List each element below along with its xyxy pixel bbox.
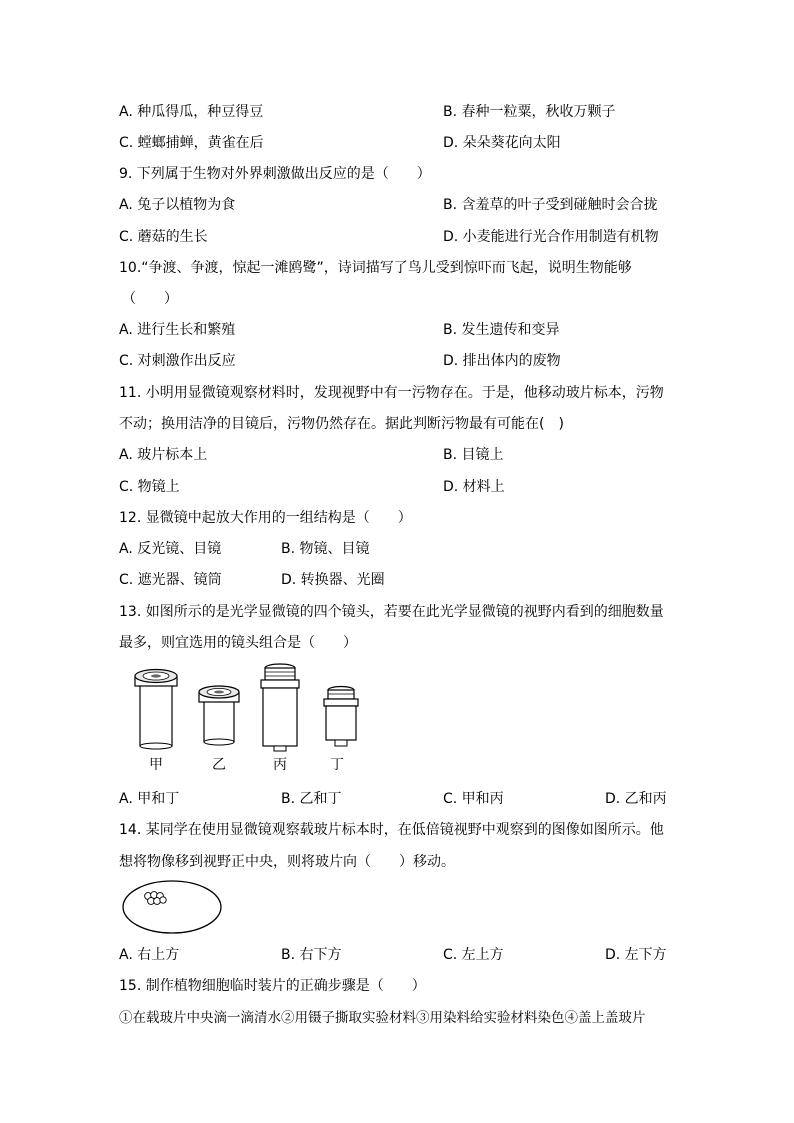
q9-option-b: B. 含羞草的叶子受到碰触时会合拢 bbox=[443, 197, 658, 213]
q10-option-c: C. 对刺激作出反应 bbox=[119, 353, 236, 369]
q14-option-c: C. 左上方 bbox=[443, 947, 504, 963]
q11-option-c: C. 物镜上 bbox=[119, 479, 180, 495]
q10-option-d: D. 排出体内的废物 bbox=[443, 353, 561, 369]
q15-steps: ①在载玻片中央滴一滴清水②用镊子撕取实验材料③用染料给实验材料染色④盖上盖玻片 bbox=[119, 1010, 646, 1026]
q14-option-b: B. 右下方 bbox=[281, 947, 342, 963]
q13-option-b: B. 乙和丁 bbox=[281, 791, 342, 807]
lens-figure bbox=[120, 660, 370, 760]
q8-option-d: D. 朵朵葵花向太阳 bbox=[443, 135, 561, 151]
q11-stem-line1: 11. 小明用显微镜观察材料时，发现视野中有一污物存在。于是，他移动玻片标本，污物 bbox=[119, 385, 664, 401]
q11-option-a: A. 玻片标本上 bbox=[119, 447, 208, 463]
q11-option-d: D. 材料上 bbox=[443, 479, 505, 495]
q13-option-c: C. 甲和丙 bbox=[443, 791, 504, 807]
q12-option-c: C. 遮光器、镜筒 bbox=[119, 572, 222, 588]
q14-stem-line1: 14. 某同学在使用显微镜观察载玻片标本时，在低倍镜视野中观察到的图像如图所示。他 bbox=[119, 822, 664, 838]
lens-yi bbox=[199, 686, 239, 745]
lens-ding bbox=[324, 687, 358, 747]
q14-option-a: A. 右上方 bbox=[119, 947, 180, 963]
q12-option-d: D. 转换器、光圈 bbox=[281, 572, 385, 588]
q14-option-d: D. 左下方 bbox=[605, 947, 667, 963]
q10-stem-line2: （ ） bbox=[122, 291, 178, 307]
lens-label-bing: 丙 bbox=[273, 757, 287, 773]
q8-option-c: C. 螳螂捕蝉，黄雀在后 bbox=[119, 135, 264, 151]
q9-option-c: C. 蘑菇的生长 bbox=[119, 229, 208, 245]
q13-option-a: A. 甲和丁 bbox=[119, 791, 180, 807]
q8-option-b: B. 春种一粒粟，秋收万颗子 bbox=[443, 104, 616, 120]
q14-stem-line2: 想将物像移到视野正中央，则将玻片向（ ）移动。 bbox=[119, 854, 455, 870]
field-of-view-figure bbox=[120, 878, 224, 936]
q15-stem: 15. 制作植物细胞临时装片的正确步骤是（ ） bbox=[119, 978, 426, 994]
q9-stem: 9. 下列属于生物对外界刺激做出反应的是（ ） bbox=[119, 166, 431, 182]
q12-stem: 12. 显微镜中起放大作用的一组结构是（ ） bbox=[119, 510, 412, 526]
q9-option-a: A. 兔子以植物为食 bbox=[119, 197, 236, 213]
lens-label-yi: 乙 bbox=[212, 757, 226, 773]
q13-stem-line2: 最多，则宜选用的镜头组合是（ ） bbox=[119, 635, 357, 651]
q9-option-d: D. 小麦能进行光合作用制造有机物 bbox=[443, 229, 659, 245]
q13-option-d: D. 乙和丙 bbox=[605, 791, 667, 807]
q10-stem-line1: 10.“争渡、争渡，惊起一滩鸥鹭”，诗词描写了鸟儿受到惊吓而飞起，说明生物能够 bbox=[119, 260, 632, 276]
lens-label-ding: 丁 bbox=[330, 757, 344, 773]
q10-option-b: B. 发生遗传和变异 bbox=[443, 322, 560, 338]
q12-option-b: B. 物镜、目镜 bbox=[281, 541, 370, 557]
q8-option-a: A. 种瓜得瓜，种豆得豆 bbox=[119, 104, 264, 120]
lens-jia bbox=[135, 670, 177, 750]
q10-option-a: A. 进行生长和繁殖 bbox=[119, 322, 236, 338]
q12-option-a: A. 反光镜、目镜 bbox=[119, 541, 222, 557]
q11-stem-line2: 不动；换用洁净的目镜后，污物仍然存在。据此判断污物最有可能在( ) bbox=[119, 416, 564, 432]
lens-bing bbox=[261, 664, 299, 751]
lens-label-jia: 甲 bbox=[149, 757, 163, 773]
q13-stem-line1: 13. 如图所示的是光学显微镜的四个镜头，若要在此光学显微镜的视野内看到的细胞数量 bbox=[119, 604, 664, 620]
q11-option-b: B. 目镜上 bbox=[443, 447, 504, 463]
